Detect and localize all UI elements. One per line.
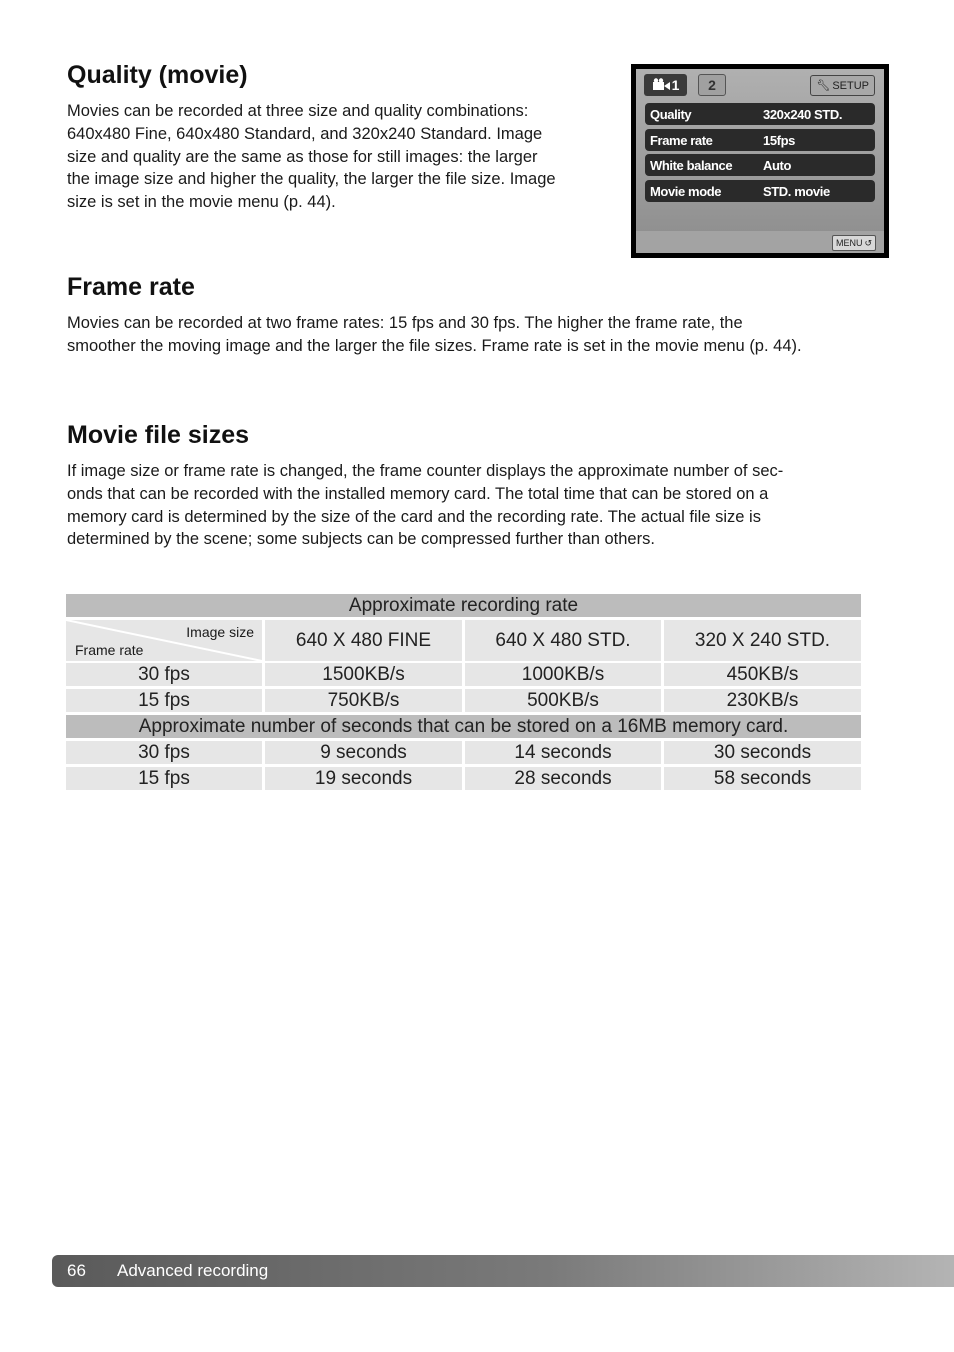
lcd-row-value: STD. movie bbox=[763, 183, 830, 199]
table-cell: 1500KB/s bbox=[265, 663, 462, 686]
column-header: 640 X 480 FINE bbox=[265, 620, 462, 661]
return-arrow-icon: ↺ bbox=[864, 237, 872, 248]
table-header-seconds: Approximate number of seconds that can be stored on a 16MB memory card. bbox=[66, 715, 861, 738]
lcd-row-key: Quality bbox=[650, 106, 692, 122]
lcd-menu-button bbox=[832, 235, 876, 251]
table-cell: 450KB/s bbox=[664, 663, 861, 686]
setup-label: SETUP bbox=[832, 79, 869, 92]
corner-label-image-size: Image size bbox=[186, 624, 254, 640]
text-line: Movies can be recorded at three size and quality combinations: bbox=[67, 102, 529, 120]
lcd-row-key: White balance bbox=[650, 157, 733, 173]
text-line: memory card is determined by the size of the card and the recording rate. The actual file size is bbox=[67, 507, 761, 526]
text-line: determined by the scene; some subjects can be compressed further than others. bbox=[67, 530, 655, 549]
table-corner-cell bbox=[66, 620, 262, 661]
table-header-recording-rate: Approximate recording rate bbox=[66, 594, 861, 617]
page-number: 66 bbox=[67, 1261, 86, 1280]
text-line: Movies can be recorded at two frame rates: 15 fps and 30 fps. The higher the frame rate, the bbox=[67, 314, 743, 332]
row-label: 30 fps bbox=[66, 663, 262, 686]
text-line: onds that can be recorded with the installed memory card. The total time that can be stored on a bbox=[67, 484, 769, 503]
lcd-bottom-bar bbox=[636, 231, 884, 253]
table-cell: 14 seconds bbox=[465, 741, 661, 764]
text-line: size is set in the movie menu (p. 44). bbox=[67, 193, 336, 212]
row-label: 30 fps bbox=[66, 741, 262, 764]
table-cell: 750KB/s bbox=[265, 689, 462, 712]
wrench-icon: 🔧︎ bbox=[816, 80, 831, 92]
footer-section-title: Advanced recording bbox=[117, 1261, 269, 1280]
column-header: 640 X 480 STD. bbox=[465, 620, 661, 661]
heading-movie-file-sizes: Movie file sizes bbox=[67, 421, 250, 449]
text-line: If image size or frame rate is changed, the frame counter displays the approximate number of sec- bbox=[67, 462, 784, 480]
table-cell: 28 seconds bbox=[465, 767, 661, 790]
lcd-tab-2: 2 bbox=[698, 74, 726, 96]
corner-label-frame-rate: Frame rate bbox=[75, 642, 144, 658]
table-cell: 30 seconds bbox=[664, 741, 861, 764]
lcd-tab-label: 1 bbox=[671, 77, 680, 93]
text-line: size and quality are the same as those for still images: the larger bbox=[67, 147, 538, 166]
paragraph-frame-rate bbox=[67, 312, 802, 358]
heading-frame-rate: Frame rate bbox=[67, 273, 195, 301]
text-line: smoother the moving image and the larger the file sizes. Frame rate is set in the movie menu (p. 44). bbox=[67, 336, 802, 355]
row-label: 15 fps bbox=[66, 689, 262, 712]
text-line: the image size and higher the quality, the larger the file size. Image bbox=[67, 170, 556, 189]
lcd-row-value: 320x240 STD. bbox=[763, 106, 843, 122]
table-cell: 1000KB/s bbox=[465, 663, 661, 686]
column-header: 320 X 240 STD. bbox=[664, 620, 861, 661]
table-cell: 230KB/s bbox=[664, 689, 861, 712]
table-cell: 58 seconds bbox=[664, 767, 861, 790]
lcd-row-frame-rate bbox=[645, 129, 875, 151]
row-label: 15 fps bbox=[66, 767, 262, 790]
lcd-setup-tab bbox=[810, 75, 875, 96]
table-cell: 500KB/s bbox=[465, 689, 661, 712]
lcd-row-white-balance bbox=[645, 154, 875, 176]
camera-lcd-screen bbox=[631, 64, 889, 258]
paragraph-quality-movie bbox=[67, 100, 556, 214]
table-cell: 19 seconds bbox=[265, 767, 462, 790]
table-cell: 9 seconds bbox=[265, 741, 462, 764]
heading-quality-movie: Quality (movie) bbox=[67, 61, 248, 89]
lcd-menu-panel bbox=[636, 69, 884, 253]
lcd-row-key: Frame rate bbox=[650, 132, 713, 148]
page-footer bbox=[52, 1255, 954, 1287]
lcd-row-quality bbox=[645, 103, 875, 125]
paragraph-movie-file-sizes bbox=[67, 460, 783, 551]
movie-camera-icon bbox=[652, 78, 672, 92]
menu-label: MENU bbox=[835, 238, 863, 248]
text-line: 640x480 Fine, 640x480 Standard, and 320x240 Standard. Image bbox=[67, 124, 543, 143]
lcd-row-key: Movie mode bbox=[650, 183, 722, 199]
lcd-row-movie-mode bbox=[645, 180, 875, 202]
lcd-row-value: 15fps bbox=[763, 132, 795, 148]
lcd-tab-movie-1 bbox=[644, 74, 687, 96]
lcd-row-value: Auto bbox=[763, 157, 791, 173]
